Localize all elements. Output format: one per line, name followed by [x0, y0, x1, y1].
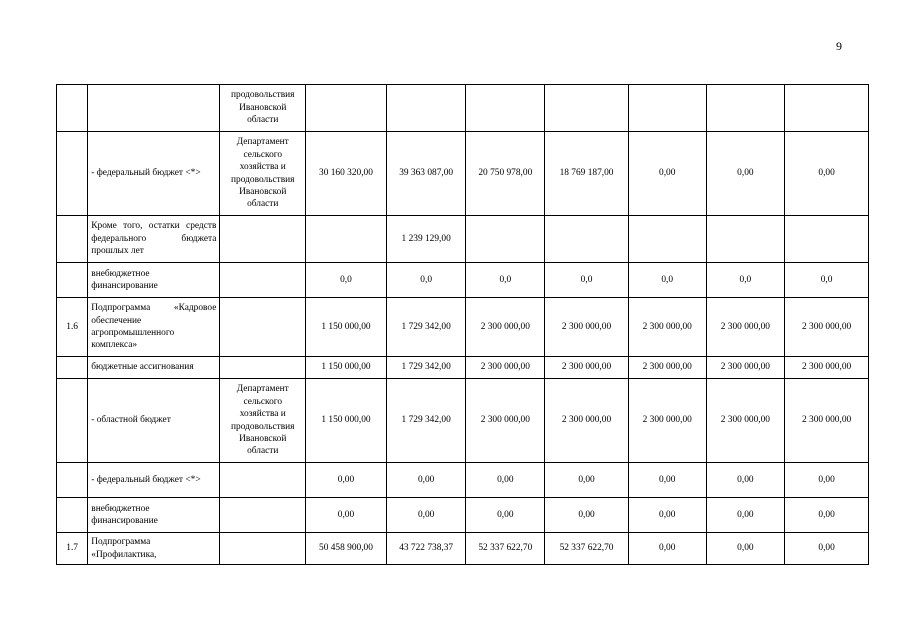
value-cell: 0,00	[785, 132, 869, 216]
value-cell: 0,00	[545, 463, 629, 498]
value-cell: 1 150 000,00	[306, 379, 387, 463]
executor-cell	[220, 533, 306, 565]
table-row	[57, 263, 869, 298]
value-cell: 2 300 000,00	[545, 357, 629, 379]
value-cell: 0,00	[466, 498, 545, 533]
value-cell: 0,00	[785, 533, 869, 565]
value-cell: 0,00	[628, 132, 706, 216]
value-cell: 0,00	[386, 463, 466, 498]
section-number-cell	[57, 357, 88, 379]
value-cell	[706, 216, 785, 263]
value-cell	[545, 216, 629, 263]
value-cell: 2 300 000,00	[466, 379, 545, 463]
value-cell: 0,00	[306, 498, 387, 533]
value-cell: 2 300 000,00	[545, 379, 629, 463]
section-number-cell: 1.7	[57, 533, 88, 565]
section-number-cell	[57, 132, 88, 216]
table-row	[57, 85, 869, 132]
value-cell: 0,0	[306, 263, 387, 298]
value-cell: 0,00	[386, 498, 466, 533]
value-cell	[545, 85, 629, 132]
value-cell	[628, 216, 706, 263]
value-cell: 0,0	[785, 263, 869, 298]
executor-cell	[220, 298, 306, 357]
value-cell	[306, 216, 387, 263]
executor-cell: Департамент сельского хозяйства и продовольствия Ивановской области	[220, 132, 306, 216]
value-cell: 50 458 900,00	[306, 533, 387, 565]
value-cell: 1 729 342,00	[386, 357, 466, 379]
item-name-cell: - областной бюджет	[88, 379, 220, 463]
table-row	[57, 463, 869, 498]
table-row	[57, 533, 869, 565]
value-cell	[628, 85, 706, 132]
table-row	[57, 379, 869, 463]
value-cell	[306, 85, 387, 132]
value-cell: 20 750 978,00	[466, 132, 545, 216]
value-cell	[785, 85, 869, 132]
value-cell: 2 300 000,00	[466, 357, 545, 379]
value-cell: 0,0	[386, 263, 466, 298]
value-cell: 1 729 342,00	[386, 298, 466, 357]
executor-cell	[220, 263, 306, 298]
value-cell: 2 300 000,00	[545, 298, 629, 357]
table-row	[57, 216, 869, 263]
value-cell: 0,00	[706, 463, 785, 498]
value-cell	[466, 85, 545, 132]
item-name-cell: внебюджетное финансирование	[88, 263, 220, 298]
value-cell: 0,00	[706, 498, 785, 533]
value-cell: 2 300 000,00	[628, 357, 706, 379]
value-cell: 2 300 000,00	[706, 298, 785, 357]
value-cell: 0,00	[628, 533, 706, 565]
value-cell: 1 729 342,00	[386, 379, 466, 463]
table-row	[57, 132, 869, 216]
section-number-cell	[57, 85, 88, 132]
value-cell: 0,00	[628, 498, 706, 533]
value-cell: 2 300 000,00	[706, 379, 785, 463]
section-number-cell	[57, 216, 88, 263]
section-number-cell	[57, 498, 88, 533]
executor-cell: Департамент сельского хозяйства и продовольствия Ивановской области	[220, 379, 306, 463]
table-row	[57, 298, 869, 357]
value-cell: 2 300 000,00	[628, 298, 706, 357]
value-cell	[785, 216, 869, 263]
item-name-cell: внебюджетное финансирование	[88, 498, 220, 533]
value-cell: 1 239 129,00	[386, 216, 466, 263]
value-cell: 2 300 000,00	[785, 357, 869, 379]
value-cell: 0,00	[628, 463, 706, 498]
value-cell: 52 337 622,70	[545, 533, 629, 565]
section-number-cell	[57, 379, 88, 463]
page-number: 9	[836, 39, 842, 53]
value-cell: 2 300 000,00	[628, 379, 706, 463]
table-row	[57, 357, 869, 379]
budget-table	[56, 84, 869, 565]
value-cell: 2 300 000,00	[785, 379, 869, 463]
section-number-cell: 1.6	[57, 298, 88, 357]
value-cell: 0,0	[706, 263, 785, 298]
value-cell: 2 300 000,00	[785, 298, 869, 357]
executor-cell: продовольствия Ивановской области	[220, 85, 306, 132]
item-name-cell: Подпрограмма «Профилактика,	[88, 533, 220, 565]
item-name-cell: бюджетные ассигнования	[88, 357, 220, 379]
section-number-cell	[57, 463, 88, 498]
executor-cell	[220, 463, 306, 498]
executor-cell	[220, 216, 306, 263]
value-cell: 39 363 087,00	[386, 132, 466, 216]
value-cell: 2 300 000,00	[706, 357, 785, 379]
value-cell: 0,00	[706, 533, 785, 565]
value-cell	[706, 85, 785, 132]
executor-cell	[220, 498, 306, 533]
item-name-cell	[88, 85, 220, 132]
item-name-cell: Подпрограмма «Кадровое обеспечение агропромышленного комплекса»	[88, 298, 220, 357]
value-cell: 0,00	[466, 463, 545, 498]
item-name-cell: Кроме того, остатки средств федерального бюджета прошлых лет	[88, 216, 220, 263]
table-row	[57, 498, 869, 533]
value-cell: 43 722 738,37	[386, 533, 466, 565]
value-cell: 2 300 000,00	[466, 298, 545, 357]
value-cell: 0,00	[706, 132, 785, 216]
value-cell: 18 769 187,00	[545, 132, 629, 216]
value-cell: 52 337 622,70	[466, 533, 545, 565]
value-cell: 0,00	[785, 498, 869, 533]
value-cell	[386, 85, 466, 132]
value-cell: 0,00	[306, 463, 387, 498]
value-cell: 0,0	[628, 263, 706, 298]
value-cell: 1 150 000,00	[306, 357, 387, 379]
executor-cell	[220, 357, 306, 379]
section-number-cell	[57, 263, 88, 298]
item-name-cell: - федеральный бюджет <*>	[88, 132, 220, 216]
value-cell	[466, 216, 545, 263]
value-cell: 0,0	[545, 263, 629, 298]
value-cell: 30 160 320,00	[306, 132, 387, 216]
value-cell: 0,00	[785, 463, 869, 498]
item-name-cell: - федеральный бюджет <*>	[88, 463, 220, 498]
value-cell: 0,00	[545, 498, 629, 533]
value-cell: 0,0	[466, 263, 545, 298]
value-cell: 1 150 000,00	[306, 298, 387, 357]
